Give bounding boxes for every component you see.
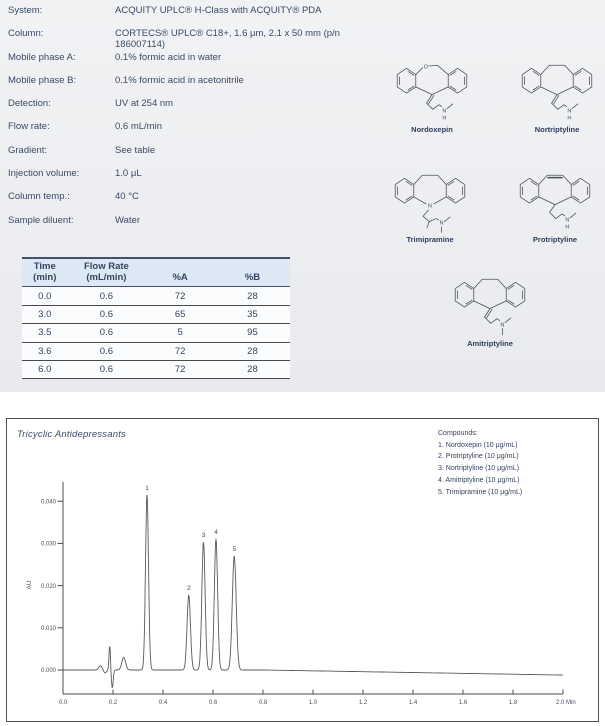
gradient-table-cell: 0.6 bbox=[68, 360, 146, 378]
gradient-column-header: Time (min) bbox=[22, 258, 68, 287]
structure-protriptyline bbox=[500, 166, 605, 244]
method-parameter-row bbox=[8, 28, 378, 51]
x-tick-label: 0.6 bbox=[208, 700, 218, 706]
gradient-table-cell: 35 bbox=[215, 305, 290, 323]
structure-nordoxepin bbox=[377, 56, 487, 134]
y-tick-label: 0.040 bbox=[40, 499, 56, 506]
chromatogram-trace bbox=[63, 495, 563, 688]
y-tick-label: 0.010 bbox=[40, 626, 56, 632]
method-parameter-row bbox=[8, 168, 378, 191]
y-tick-label: 0.020 bbox=[40, 583, 56, 590]
method-parameter-row bbox=[8, 121, 378, 144]
amitriptyline-structure-drawing bbox=[435, 270, 545, 338]
gradient-table-cell: 0.0 bbox=[22, 287, 68, 305]
method-parameter-row bbox=[8, 215, 378, 238]
x-tick-label: 0.8 bbox=[258, 700, 268, 706]
svg-text:H: H bbox=[442, 115, 447, 122]
protriptyline-structure-drawing bbox=[500, 166, 605, 234]
method-parameter-row bbox=[8, 75, 378, 98]
gradient-table-cell: 28 bbox=[215, 287, 290, 305]
peak-number-labels bbox=[145, 485, 236, 592]
peak-label-2: 2 bbox=[186, 584, 191, 592]
peak-label-5: 5 bbox=[232, 546, 237, 554]
gradient-table-cell: 72 bbox=[145, 287, 215, 305]
x-axis-ticks bbox=[59, 690, 576, 707]
svg-text:N: N bbox=[567, 108, 572, 115]
svg-text:N: N bbox=[565, 217, 570, 224]
structure-label: Amitriptyline bbox=[467, 339, 513, 348]
parameter-label: Mobile phase A: bbox=[8, 51, 76, 63]
legend-item: 1. Nordoxepin (10 μg/mL) bbox=[438, 441, 518, 449]
gradient-table-row bbox=[22, 360, 290, 378]
parameter-label: Column temp.: bbox=[8, 191, 70, 203]
structure-label: Trimipramine bbox=[406, 235, 454, 244]
x-tick-label: 0.2 bbox=[108, 700, 118, 706]
gradient-table-cell: 72 bbox=[145, 342, 215, 360]
structure-label: Nortriptyline bbox=[534, 125, 580, 134]
parameter-label: System: bbox=[8, 5, 43, 16]
x-tick-label: 1.2 bbox=[358, 700, 368, 706]
structure-amitriptyline bbox=[435, 270, 545, 348]
parameter-label: Gradient: bbox=[8, 144, 48, 156]
svg-text:N: N bbox=[439, 220, 444, 227]
peak-label-4: 4 bbox=[214, 529, 218, 537]
x-tick-label: 0.4 bbox=[158, 700, 168, 706]
gradient-table-row bbox=[22, 287, 290, 305]
method-parameter-row bbox=[8, 52, 378, 75]
gradient-table-cell: 72 bbox=[145, 360, 215, 378]
parameter-label: Detection: bbox=[8, 98, 51, 110]
structure-label: Nordoxepin bbox=[411, 125, 453, 134]
gradient-table bbox=[22, 257, 290, 379]
parameter-label: Flow rate: bbox=[8, 121, 50, 133]
x-tick-label: 2.0 Min bbox=[556, 700, 576, 706]
gradient-table-cell: 95 bbox=[215, 324, 290, 342]
trimipramine-structure-drawing bbox=[375, 166, 485, 234]
chromatogram-figure bbox=[6, 418, 599, 722]
gradient-table-cell: 0.6 bbox=[68, 342, 146, 360]
gradient-table-cell: 5 bbox=[145, 324, 215, 342]
gradient-table-cell: 6.0 bbox=[22, 360, 68, 378]
parameter-value: 40 °C bbox=[115, 191, 139, 203]
parameter-label: Mobile phase B: bbox=[8, 74, 77, 86]
gradient-column-header: %B bbox=[215, 258, 290, 287]
peak-label-3: 3 bbox=[201, 532, 206, 540]
svg-text:N: N bbox=[442, 108, 447, 115]
peak-label-1: 1 bbox=[145, 484, 149, 492]
parameter-value: Water bbox=[115, 214, 140, 226]
parameter-value: See table bbox=[115, 144, 156, 156]
method-parameter-row bbox=[8, 98, 378, 121]
gradient-table-cell: 65 bbox=[145, 305, 215, 323]
parameter-value: 0.6 mL/min bbox=[115, 121, 162, 133]
gradient-table-cell: 0.6 bbox=[68, 305, 146, 323]
method-parameters-list bbox=[8, 5, 378, 238]
legend-items bbox=[438, 440, 522, 499]
y-tick-label: 0.030 bbox=[40, 541, 56, 548]
gradient-table-cell: 28 bbox=[215, 342, 290, 360]
method-parameter-row bbox=[8, 145, 378, 168]
gradient-table-cell: 3.6 bbox=[22, 342, 68, 360]
svg-text:O: O bbox=[423, 64, 428, 71]
svg-text:H: H bbox=[567, 115, 572, 122]
x-tick-label: 1.4 bbox=[408, 700, 418, 706]
x-tick-label: 1.8 bbox=[508, 700, 518, 706]
chromatogram-title: Tricyclic Antidepressants bbox=[17, 429, 127, 440]
gradient-table-cell: 28 bbox=[215, 360, 290, 378]
gradient-column-header: Flow Rate (mL/min) bbox=[68, 258, 146, 287]
x-tick-label: 0.0 bbox=[58, 700, 68, 706]
legend-item: 2. Protriptyline (10 μg/mL) bbox=[438, 453, 519, 461]
gradient-table-cell: 0.6 bbox=[68, 324, 146, 342]
legend-item: 4. Amitriptyline (10 μg/mL) bbox=[438, 476, 520, 484]
parameter-label: Injection volume: bbox=[8, 168, 80, 180]
parameter-label: Sample diluent: bbox=[8, 214, 74, 226]
svg-text:N: N bbox=[428, 203, 432, 210]
gradient-table-cell: 3.5 bbox=[22, 324, 68, 342]
parameter-label: Column: bbox=[8, 28, 44, 40]
compound-legend bbox=[438, 428, 522, 498]
gradient-table-row bbox=[22, 305, 290, 323]
parameter-value: 0.1% formic acid in water bbox=[115, 51, 222, 63]
y-axis-ticks bbox=[41, 499, 63, 674]
nordoxepin-structure-drawing bbox=[377, 56, 487, 124]
svg-text:N: N bbox=[500, 322, 505, 329]
gradient-table-cell: 3.0 bbox=[22, 305, 68, 323]
structure-trimipramine bbox=[375, 166, 485, 244]
gradient-table-header bbox=[22, 258, 290, 287]
structure-label: Protriptyline bbox=[532, 235, 578, 244]
legend-heading: Compounds: bbox=[438, 430, 478, 437]
structure-nortriptyline bbox=[502, 56, 605, 134]
gradient-table-row bbox=[22, 324, 290, 342]
parameter-value: UV at 254 nm bbox=[115, 98, 174, 110]
y-axis-title: AU bbox=[26, 580, 33, 590]
parameter-value: CORTECS® UPLC® C18+, 1.6 μm, 2.1 x 50 mm (p/n 186007114) bbox=[115, 28, 340, 51]
legend-item: 3. Nortriptyline (10 μg/mL) bbox=[438, 465, 520, 473]
gradient-column-header: %A bbox=[145, 258, 215, 287]
x-tick-label: 1.6 bbox=[458, 700, 468, 706]
parameter-value: 1.0 μL bbox=[115, 168, 142, 180]
x-tick-label: 1.0 bbox=[308, 700, 318, 706]
svg-text:H: H bbox=[565, 224, 570, 231]
gradient-table-body bbox=[22, 287, 290, 379]
legend-item: 5. Trimipramine (10 μg/mL) bbox=[438, 488, 523, 496]
y-tick-label: 0.000 bbox=[40, 668, 56, 675]
method-parameter-row bbox=[8, 191, 378, 214]
gradient-table-cell: 0.6 bbox=[68, 287, 146, 305]
parameter-value: 0.1% formic acid in acetonitrile bbox=[115, 74, 244, 86]
gradient-table-row bbox=[22, 342, 290, 360]
method-parameter-row bbox=[8, 5, 378, 28]
nortriptyline-structure-drawing bbox=[502, 56, 605, 124]
parameter-value: ACQUITY UPLC® H-Class with ACQUITY® PDA bbox=[115, 5, 322, 16]
